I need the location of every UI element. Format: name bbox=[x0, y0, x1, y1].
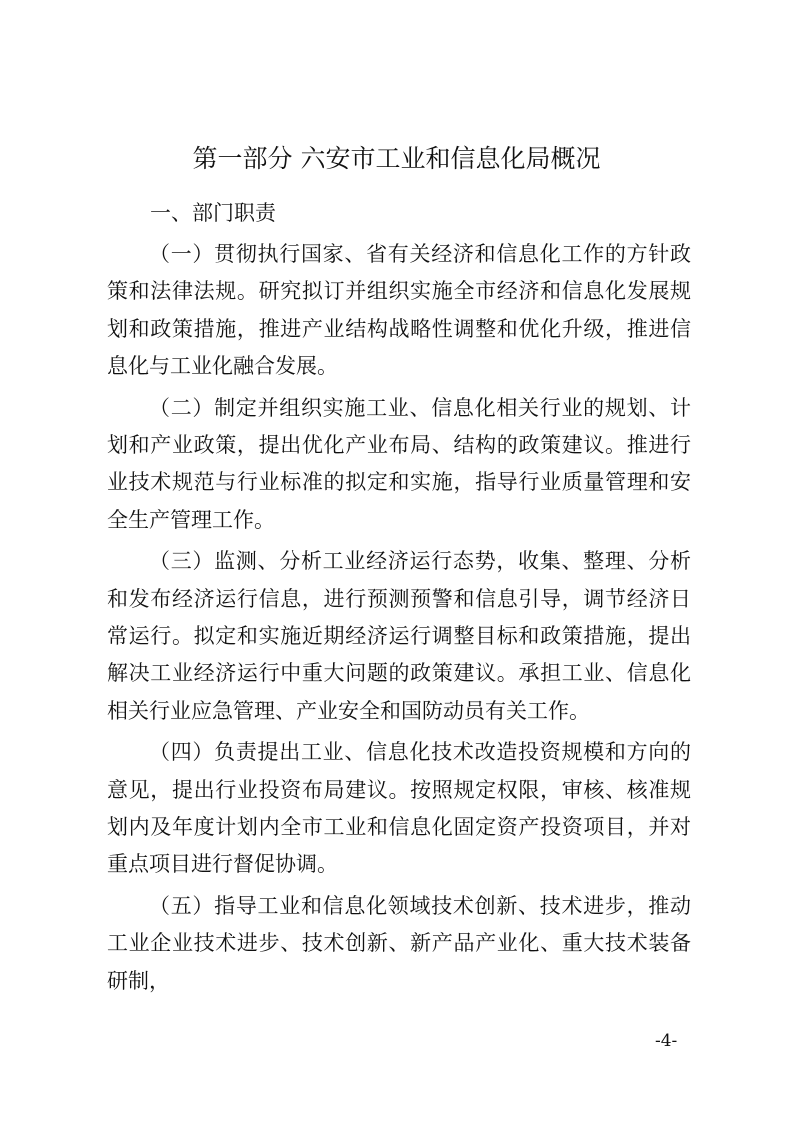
paragraph-4: （四）负责提出工业、信息化技术改造投资规模和方向的意见，提出行业投资布局建议。按照规定权限，审核、核准规划内及年度计划内全市工业和信息化固定资产投资项目，并对重点项目进行督促协调。 bbox=[107, 740, 691, 877]
page-number: -4- bbox=[655, 1031, 678, 1051]
page-title: 第一部分 六安市工业和信息化局概况 bbox=[192, 144, 601, 173]
paragraph-3: （三）监测、分析工业经济运行态势，收集、整理、分析和发布经济运行信息，进行预测预警和信息引导，调节经济日常运行。拟定和实施近期经济运行调整目标和政策措施，提出解决工业经济运行中重大问题的政策建议。承担工业、信息化相关行业应急管理、产业安全和国防动员有关工作。 bbox=[107, 549, 691, 723]
paragraph-1: （一）贯彻执行国家、省有关经济和信息化工作的方针政策和法律法规。研究拟订并组织实施全市经济和信息化发展规划和政策措施，推进产业结构战略性调整和优化升级，推进信息化与工业化融合发展。 bbox=[107, 242, 691, 378]
body-text bbox=[107, 236, 691, 1004]
paragraph-2: （二）制定并组织实施工业、信息化相关行业的规划、计划和产业政策，提出优化产业布局、结构的政策建议。推进行业技术规范与行业标准的拟定和实施，指导行业质量管理和安全生产管理工作。 bbox=[107, 395, 691, 532]
section-heading: 一、部门职责 bbox=[150, 201, 276, 225]
paragraph-5: （五）指导工业和信息化领域技术创新、技术进步，推动工业企业技术进步、技术创新、新产品产业化、重大技术装备研制， bbox=[107, 894, 691, 993]
